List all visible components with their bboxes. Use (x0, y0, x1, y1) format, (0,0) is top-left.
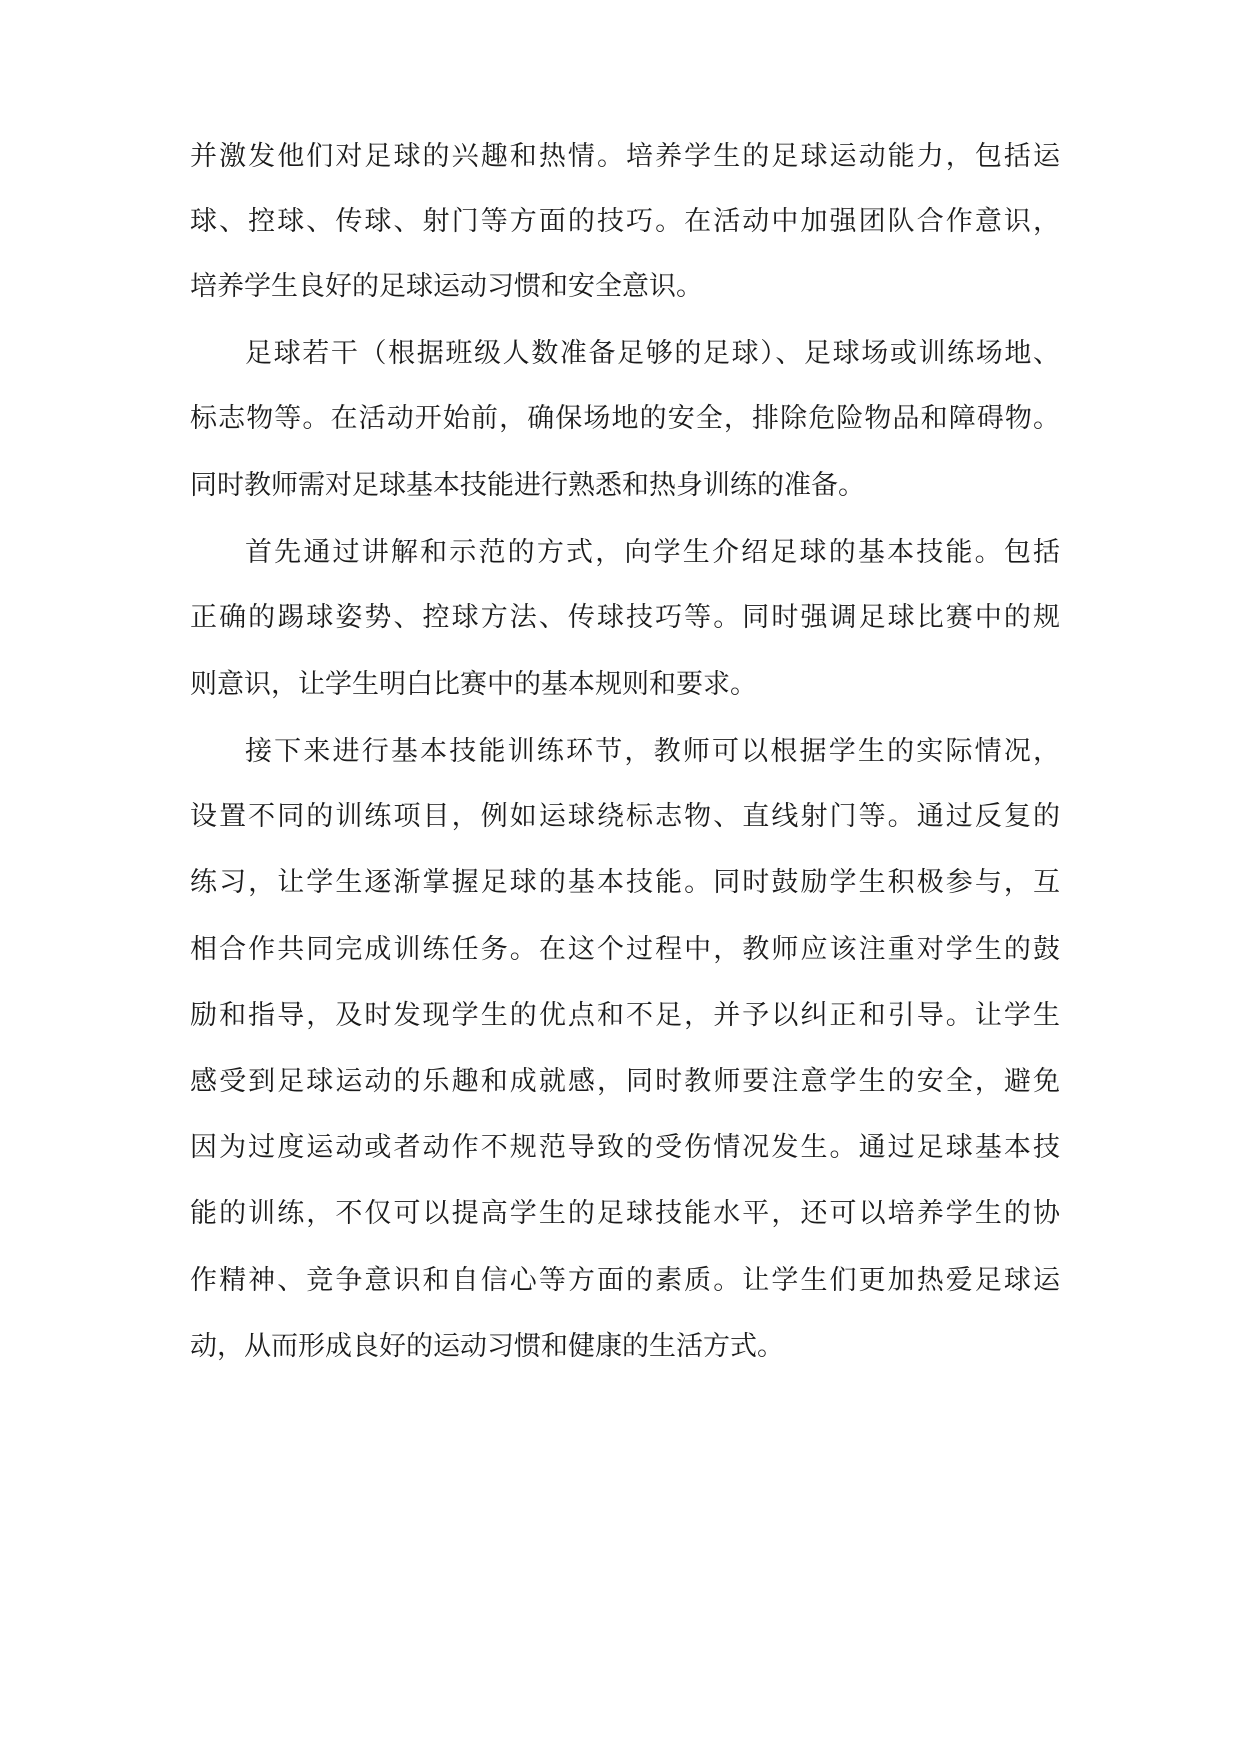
paragraph-4-line-9: 作精神、竞争意识和自信心等方面的素质。让学生们更加热爱足球运 (190, 1265, 1060, 1296)
paragraph-3-line-1: 首先通过讲解和示范的方式，向学生介绍足球的基本技能。包括 (245, 537, 1060, 568)
paragraph-1-line-1: 并激发他们对足球的兴趣和热情。培养学生的足球运动能力，包括运 (190, 141, 1060, 172)
paragraph-2-line-1: 足球若干（根据班级人数准备足够的足球）、足球场或训练场地、 (245, 338, 1060, 369)
paragraph-1-line-3: 培养学生良好的足球运动习惯和安全意识。 (190, 271, 703, 302)
paragraph-1-line-2: 球、控球、传球、射门等方面的技巧。在活动中加强团队合作意识， (190, 206, 1060, 237)
paragraph-4-line-7: 因为过度运动或者动作不规范导致的受伤情况发生。通过足球基本技 (190, 1132, 1060, 1163)
paragraph-4-line-5: 励和指导，及时发现学生的优点和不足，并予以纠正和引导。让学生 (190, 1000, 1060, 1031)
paragraph-4-line-8: 能的训练，不仅可以提高学生的足球技能水平，还可以培养学生的协 (190, 1198, 1060, 1229)
paragraph-3-line-3: 则意识，让学生明白比赛中的基本规则和要求。 (190, 669, 757, 700)
paragraph-4-line-1: 接下来进行基本技能训练环节，教师可以根据学生的实际情况， (245, 736, 1060, 767)
paragraph-4-line-3: 练习，让学生逐渐掌握足球的基本技能。同时鼓励学生积极参与，互 (190, 867, 1060, 898)
paragraph-2-line-3: 同时教师需对足球基本技能进行熟悉和热身训练的准备。 (190, 470, 865, 501)
paragraph-4-line-2: 设置不同的训练项目，例如运球绕标志物、直线射门等。通过反复的 (190, 801, 1060, 832)
paragraph-3-line-2: 正确的踢球姿势、控球方法、传球技巧等。同时强调足球比赛中的规 (190, 602, 1060, 633)
paragraph-4-line-6: 感受到足球运动的乐趣和成就感，同时教师要注意学生的安全，避免 (190, 1066, 1060, 1097)
paragraph-4-line-4: 相合作共同完成训练任务。在这个过程中，教师应该注重对学生的鼓 (190, 934, 1060, 965)
paragraph-4-line-10: 动，从而形成良好的运动习惯和健康的生活方式。 (190, 1331, 784, 1362)
paragraph-2-line-2: 标志物等。在活动开始前，确保场地的安全，排除危险物品和障碍物。 (190, 403, 1060, 434)
